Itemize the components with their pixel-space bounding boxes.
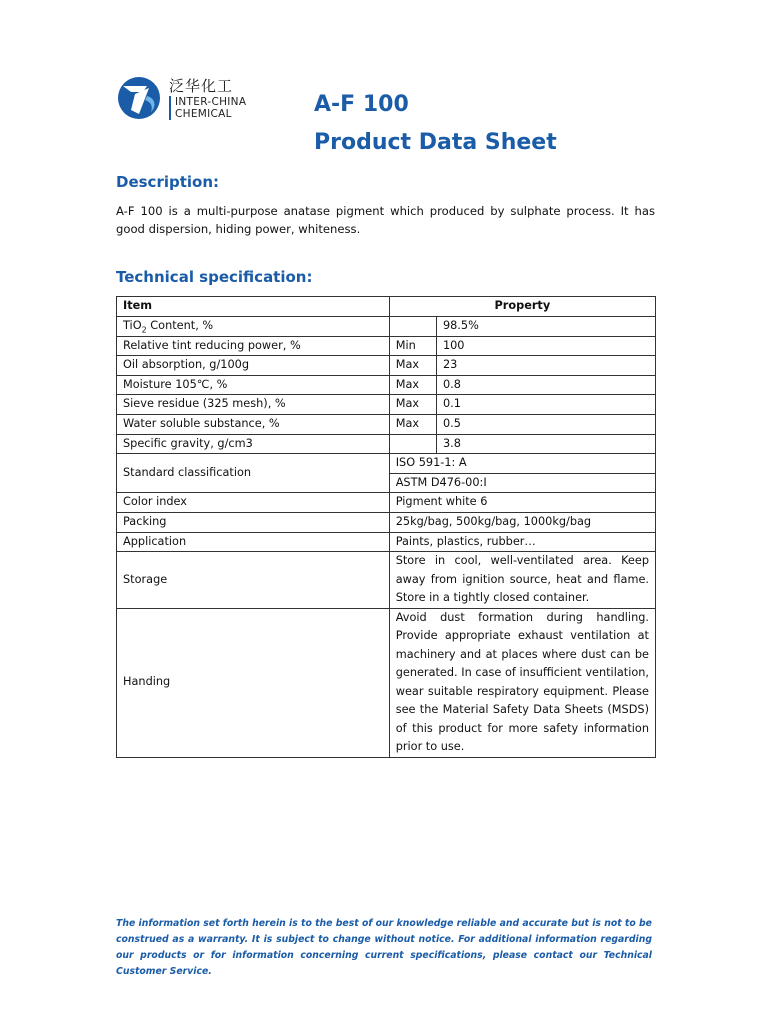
row-value: 0.5 bbox=[436, 414, 655, 434]
row-item: Sieve residue (325 mesh), % bbox=[117, 395, 390, 415]
document-type-title: Product Data Sheet bbox=[314, 130, 557, 155]
table-row bbox=[117, 552, 656, 609]
technical-specification-heading: Technical specification: bbox=[116, 268, 313, 286]
company-logo bbox=[117, 76, 267, 126]
row-value: 100 bbox=[436, 336, 655, 356]
row-item: Relative tint reducing power, % bbox=[117, 336, 390, 356]
table-row bbox=[117, 356, 656, 376]
table-row bbox=[117, 454, 656, 474]
table-row bbox=[117, 317, 656, 337]
table-header-row bbox=[117, 297, 656, 317]
logo-english-line2: CHEMICAL bbox=[175, 108, 232, 120]
product-title: A-F 100 bbox=[314, 92, 409, 117]
row-qualifier bbox=[389, 434, 436, 454]
description-heading: Description: bbox=[116, 173, 220, 191]
row-value: Paints, plastics, rubber… bbox=[389, 532, 655, 552]
row-item: Storage bbox=[117, 552, 390, 609]
table-row bbox=[117, 395, 656, 415]
row-item: Water soluble substance, % bbox=[117, 414, 390, 434]
row-value: Pigment white 6 bbox=[389, 493, 655, 513]
table-row bbox=[117, 532, 656, 552]
row-item: Packing bbox=[117, 512, 390, 532]
row-item: Handing bbox=[117, 608, 390, 757]
table-row bbox=[117, 608, 656, 757]
row-qualifier bbox=[389, 317, 436, 337]
table-row bbox=[117, 414, 656, 434]
row-item: Application bbox=[117, 532, 390, 552]
row-qualifier: Min bbox=[389, 336, 436, 356]
logo-mark-icon bbox=[117, 76, 161, 120]
header-property: Property bbox=[389, 297, 655, 317]
row-value: Avoid dust formation during handling. Provide appropriate exhaust ventilation at machinery and at places where dust can be generated. In case of insufficient ventilation, wear suitable respiratory equipment. Please see the Material Safety Data Sheets (MSDS) of this product for more safety information prior to use. bbox=[389, 608, 655, 757]
row-item: Color index bbox=[117, 493, 390, 513]
logo-english-line1: INTER-CHINA bbox=[175, 96, 247, 108]
row-item: Oil absorption, g/100g bbox=[117, 356, 390, 376]
footer-disclaimer: The information set forth herein is to the best of our knowledge reliable and accurate but is not to be construed as a warranty. It is subject to change without notice. For additional information regarding our products or for information concerning current specifications, please contact our Technical Customer Service. bbox=[116, 918, 652, 977]
row-value: ASTM D476-00:I bbox=[389, 473, 655, 493]
row-value: ISO 591-1: A bbox=[389, 454, 655, 474]
table-row bbox=[117, 375, 656, 395]
row-item: Standard classification bbox=[117, 454, 390, 493]
table-row bbox=[117, 512, 656, 532]
row-value: 23 bbox=[436, 356, 655, 376]
row-item: Specific gravity, g/cm3 bbox=[117, 434, 390, 454]
row-item: Moisture 105℃, % bbox=[117, 375, 390, 395]
table-row bbox=[117, 434, 656, 454]
table-row bbox=[117, 493, 656, 513]
logo-english-name bbox=[175, 96, 246, 120]
logo-chinese-name: 泛华化工 bbox=[169, 77, 234, 95]
row-value: 0.1 bbox=[436, 395, 655, 415]
row-item: TiO$_2$ Content, % bbox=[117, 317, 390, 337]
logo-divider bbox=[169, 96, 171, 120]
table-row bbox=[117, 336, 656, 356]
specification-table bbox=[116, 296, 656, 758]
row-qualifier: Max bbox=[389, 356, 436, 376]
row-value: 25kg/bag, 500kg/bag, 1000kg/bag bbox=[389, 512, 655, 532]
description-text: A-F 100 is a multi-purpose anatase pigment which produced by sulphate process. It has good dispersion, hiding power, whiteness. bbox=[116, 204, 655, 236]
row-qualifier: Max bbox=[389, 375, 436, 395]
row-value: 98.5% bbox=[436, 317, 655, 337]
header-item: Item bbox=[117, 297, 390, 317]
row-value: 3.8 bbox=[436, 434, 655, 454]
row-value: 0.8 bbox=[436, 375, 655, 395]
row-value: Store in cool, well-ventilated area. Keep away from ignition source, heat and flame. Store in a tightly closed container. bbox=[389, 552, 655, 609]
row-qualifier: Max bbox=[389, 395, 436, 415]
row-qualifier: Max bbox=[389, 414, 436, 434]
